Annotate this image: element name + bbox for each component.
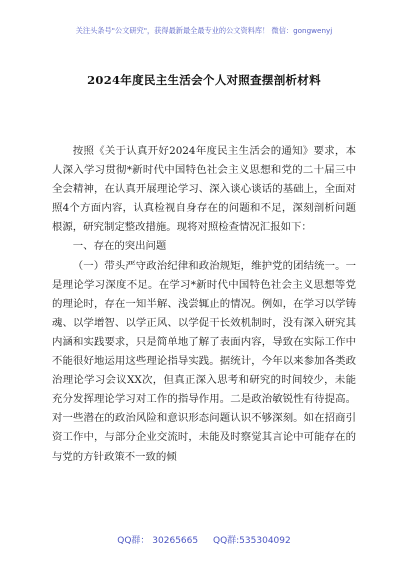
document-body xyxy=(52,142,356,467)
subsection-paragraph: （一）带头严守政治纪律和政治规矩，维护党的团结统一。一是理论学习深度不足。在学习*新时代中国特色社会主义思想等党的理论时，存在一知半解、浅尝辄止的情况。例如，在学习以学铸魂、以学增智、以学正风、以学促干长效机制时，没有深入研究其内涵和实践要求，只是简单地了解了表面内容，导致在实际工作中不能很好地运用这些理论指导实践。据统计，今年以来参加各类政治理论学习会议XX次，但真正深入思考和研究的时间较少，未能充分发挥理论学习对工作的指导作用。二是政治敏锐性有待提高。对一些潜在的政治风险和意识形态问题认识不够深刻。如在招商引资工作中，与部分企业交流时，未能及时察觉其言论中可能存在的与党的方针政策不一致的倾 xyxy=(52,259,356,463)
footer-contact xyxy=(0,533,408,546)
footer-qq-group-1: QQ群： 30265665 xyxy=(117,536,199,546)
section-heading: 一、存在的突出问题 xyxy=(72,240,167,253)
header-promo-banner: 关注头条号"公文研究"，获得最新最全最专业的公文资料库！ 微信：gongwenyj xyxy=(75,26,333,35)
intro-paragraph: 按照《关于认真开好2024年度民主生活会的通知》要求，本人深入学习贯彻*新时代中国特色社会主义思想和党的二十届三中全会精神，在认真开展理论学习、深入谈心谈话的基础上，全面对照4个方面内容，认真检视自身存在的问题和不足，深刻剖析问题根源，研究制定整改措施。现将对照检查情况汇报如下： xyxy=(52,145,356,234)
footer-qq-group-2: QQ群:535304092 xyxy=(212,536,291,546)
document-title: 2024年度民主生活会个人对照查摆剖析材料 xyxy=(87,73,321,87)
